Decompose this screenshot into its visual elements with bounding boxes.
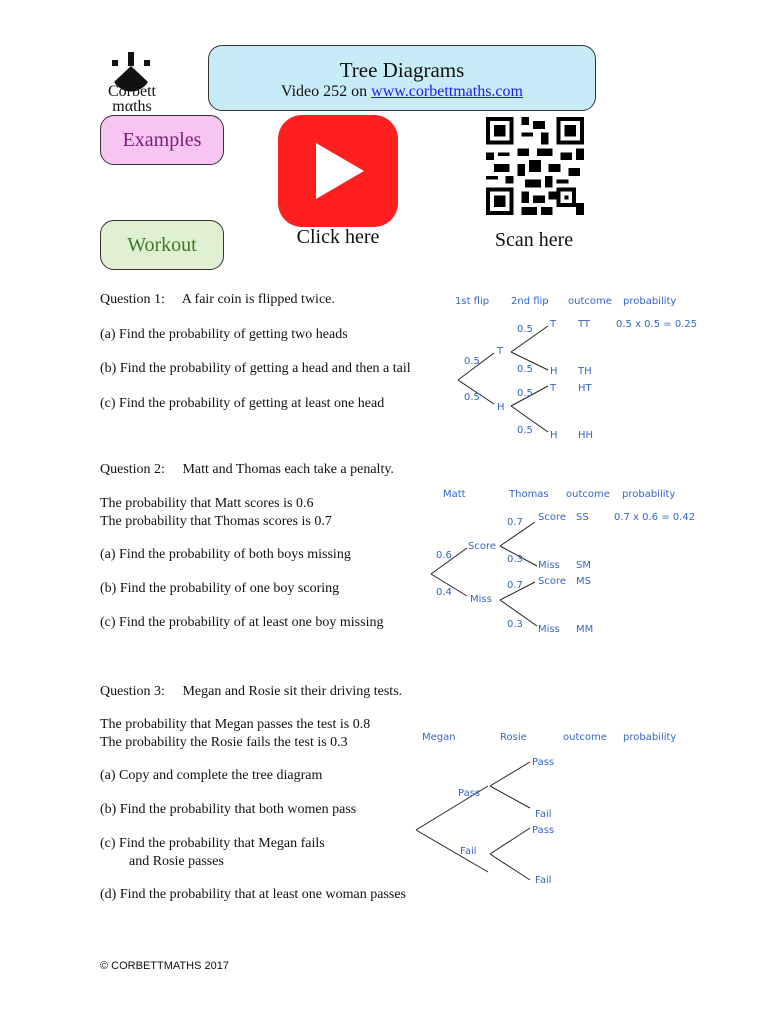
- node-label: Pass: [458, 788, 481, 799]
- outcome-label: SS: [576, 512, 589, 523]
- logo-text: [92, 84, 172, 114]
- logo-line1: Corbett: [108, 83, 156, 100]
- branch-probability: 0.3: [507, 619, 523, 630]
- question-2-text: Matt and Thomas each take a penalty.: [182, 462, 394, 477]
- question-2-title: Question 2:: [100, 462, 165, 477]
- tree-header: Megan: [422, 732, 456, 743]
- question-3-part-c-cont: and Rosie passes: [129, 854, 224, 869]
- outcome-label: MS: [576, 576, 591, 587]
- examples-button[interactable]: Examples: [100, 115, 224, 165]
- workout-button[interactable]: Workout: [100, 220, 224, 270]
- question-1-tree-diagram: [430, 288, 700, 448]
- tree-header: outcome: [568, 296, 612, 307]
- node-label: Pass: [532, 757, 555, 768]
- tree-branch: [490, 762, 530, 786]
- question-1-title: Question 1:: [100, 292, 165, 307]
- play-icon: [316, 143, 364, 199]
- tree-header: 1st flip: [455, 296, 490, 307]
- tree-header: outcome: [563, 732, 607, 743]
- question-3-part-c: (c) Find the probability that Megan fails: [100, 836, 325, 851]
- question-1-part-c: (c) Find the probability of getting at least one head: [100, 396, 385, 411]
- branch-probability: 0.7: [507, 517, 523, 528]
- branch-probability: 0.5: [517, 364, 533, 375]
- question-2-info-1: The probability that Matt scores is 0.6: [100, 496, 314, 511]
- title-box: [208, 45, 596, 111]
- video-subtitle: [209, 82, 595, 102]
- branch-probability: 0.5: [517, 388, 533, 399]
- node-label: Fail: [535, 809, 552, 820]
- corbettmaths-link[interactable]: www.corbettmaths.com: [371, 83, 523, 100]
- node-label: T: [550, 319, 557, 330]
- node-label: Miss: [470, 594, 492, 605]
- youtube-play-button[interactable]: [278, 115, 398, 227]
- outcome-label: HT: [578, 383, 592, 394]
- node-label: Miss: [538, 624, 560, 635]
- node-label: Score: [468, 541, 497, 552]
- tree-header: outcome: [566, 489, 610, 500]
- branch-probability: 0.7: [507, 580, 523, 591]
- node-label: Miss: [538, 560, 560, 571]
- question-3-part-d: (d) Find the probability that at least one woman passes: [100, 887, 406, 902]
- tree-header: Matt: [443, 489, 466, 500]
- node-label: H: [550, 366, 558, 377]
- branch-probability: 0.6: [436, 550, 452, 561]
- branch-probability: 0.5: [517, 324, 533, 335]
- node-label: Fail: [535, 875, 552, 886]
- question-2-part-a: (a) Find the probability of both boys missing: [100, 547, 351, 562]
- click-here-label[interactable]: Click here: [296, 226, 380, 248]
- tree-branch: [416, 830, 488, 872]
- question-3-info-1: The probability that Megan passes the test is 0.8: [100, 717, 371, 732]
- question-3-title: Question 3:: [100, 684, 165, 699]
- tree-branch: [490, 828, 530, 854]
- tree-header: Rosie: [500, 732, 527, 743]
- question-3-part-a: (a) Copy and complete the tree diagram: [100, 768, 323, 783]
- probability-label: 0.5 x 0.5 = 0.25: [616, 319, 698, 330]
- question-1-part-a: (a) Find the probability of getting two heads: [100, 327, 348, 342]
- copyright-footer: © CORBETTMATHS 2017: [100, 960, 229, 972]
- video-prefix: Video 252 on: [281, 83, 372, 100]
- branch-probability: 0.4: [436, 587, 452, 598]
- outcome-label: SM: [576, 560, 591, 571]
- question-2-heading: [100, 462, 394, 478]
- node-label: T: [550, 383, 557, 394]
- tree-header: Thomas: [509, 489, 549, 500]
- tree-header: 2nd flip: [511, 296, 549, 307]
- question-2-tree-diagram: [425, 482, 705, 640]
- question-3-text: Megan and Rosie sit their driving tests.: [182, 684, 403, 699]
- logo-line2: mαths: [112, 98, 152, 115]
- outcome-label: TT: [578, 319, 591, 330]
- question-3-info-2: The probability the Rosie fails the test is 0.3: [100, 735, 348, 750]
- page-title: Tree Diagrams: [339, 58, 465, 82]
- branch-probability: 0.5: [517, 425, 533, 436]
- node-label: Fail: [460, 846, 477, 857]
- tree-header: probability: [622, 489, 676, 500]
- tree-branch: [490, 854, 530, 880]
- question-1-part-b: (b) Find the probability of getting a head and then a tail: [100, 361, 411, 376]
- outcome-label: TH: [578, 366, 592, 377]
- tree-header: probability: [623, 296, 677, 307]
- branch-probability: 0.5: [464, 392, 480, 403]
- outcome-label: HH: [578, 430, 594, 441]
- scan-here-label: Scan here: [494, 229, 574, 251]
- question-3-part-b: (b) Find the probability that both women pass: [100, 802, 357, 817]
- question-1-heading: [100, 292, 335, 308]
- probability-label: 0.7 x 0.6 = 0.42: [614, 512, 696, 523]
- node-label: H: [550, 430, 558, 441]
- question-1-text: A fair coin is flipped twice.: [181, 292, 335, 307]
- branch-probability: 0.5: [464, 356, 480, 367]
- node-label: Pass: [532, 825, 555, 836]
- node-label: T: [497, 346, 504, 357]
- outcome-label: MM: [576, 624, 594, 635]
- qr-code-icon[interactable]: [486, 117, 584, 215]
- branch-probability: 0.3: [507, 554, 523, 565]
- tree-header: probability: [623, 732, 677, 743]
- node-label: Score: [538, 512, 567, 523]
- node-label: H: [497, 402, 505, 413]
- question-3-tree-diagram: [410, 724, 700, 894]
- question-2-part-c: (c) Find the probability of at least one boy missing: [100, 615, 384, 630]
- tree-branch: [490, 786, 530, 808]
- question-2-part-b: (b) Find the probability of one boy scoring: [100, 581, 340, 596]
- node-label: Score: [538, 576, 567, 587]
- question-2-info-2: The probability that Thomas scores is 0.7: [100, 514, 332, 529]
- question-3-heading: [100, 684, 402, 700]
